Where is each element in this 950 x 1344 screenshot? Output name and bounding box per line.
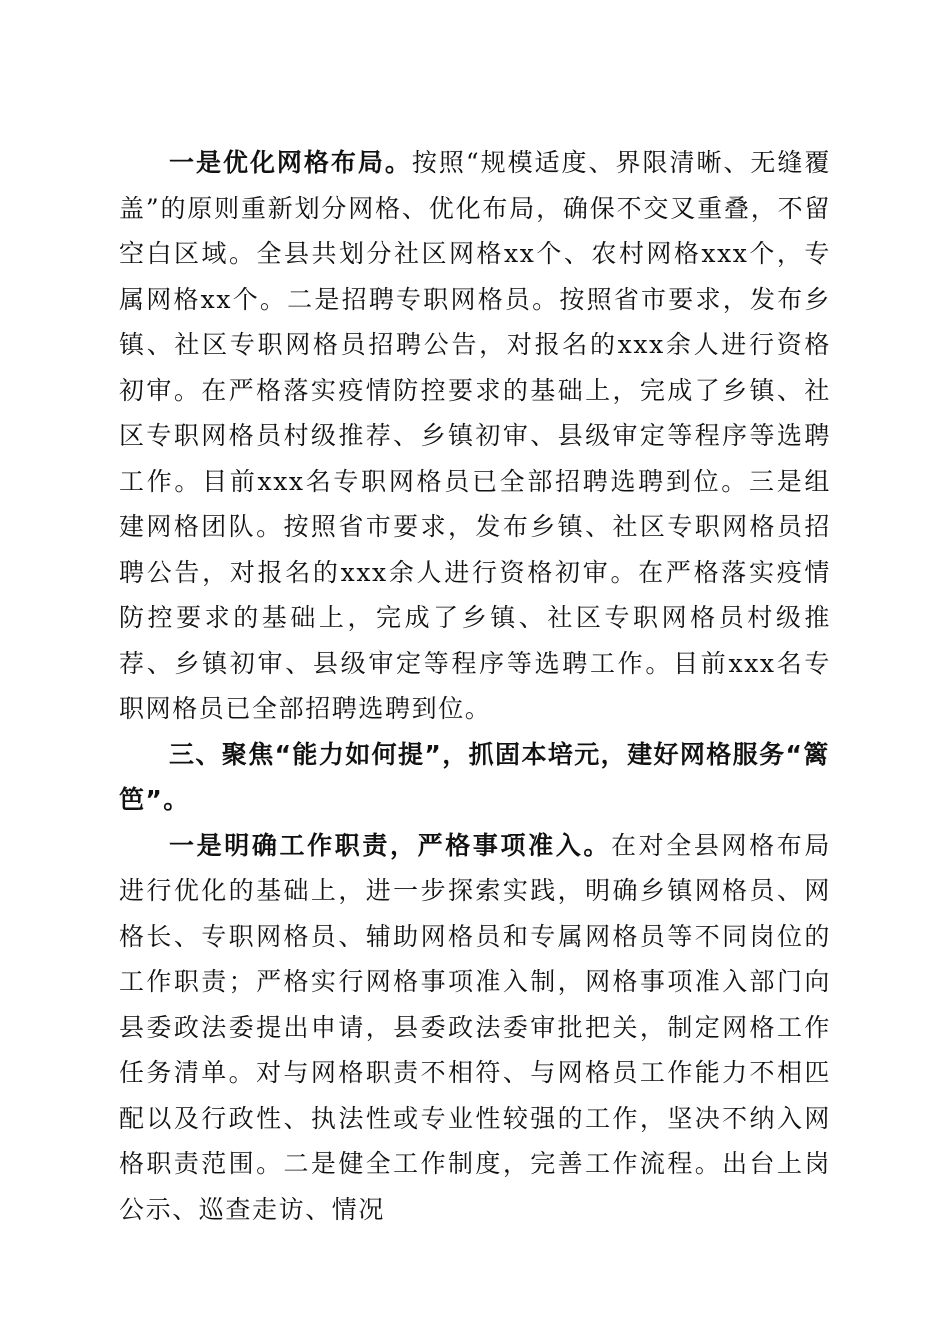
- paragraph-text: 按照“规模适度、界限清晰、无缝覆盖”的原则重新划分网格、优化布局，确保不交叉重叠，不留空白区域。全县共划分社区网格xx个、农村网格xxx个，专属网格xx个。二是招聘专职网格员。按照省市要求，发布乡镇、社区专职网格员招聘公告，对报名的xxx余人进行资格初审。在严格落实疫情防控要求的基础上，完成了乡镇、社区专职网格员村级推荐、乡镇初审、县级审定等程序等选聘工作。目前xxx名专职网格员已全部招聘选聘到位。三是组建网格团队。按照省市要求，发布乡镇、社区专职网格员招聘公告，对报名的xxx余人进行资格初审。在严格落实疫情防控要求的基础上，完成了乡镇、社区专职网格员村级推荐、乡镇初审、县级审定等程序等选聘工作。目前xxx名专职网格员已全部招聘选聘到位。: [119, 148, 831, 723]
- paragraph-grid-layout: [119, 140, 831, 732]
- paragraph-lead: 一是优化网格布局。: [169, 148, 412, 177]
- document-body: [119, 140, 831, 1232]
- paragraph-duties: [119, 823, 831, 1233]
- paragraph-lead: 一是明确工作职责，严格事项准入。: [169, 830, 612, 860]
- paragraph-text: 在对全县网格布局进行优化的基础上，进一步探索实践，明确乡镇网格员、网格长、专职网格员、辅助网格员和专属网格员等不同岗位的工作职责；严格实行网格事项准入制，网格事项准入部门向县委政法委提出申请，县委政法委审批把关，制定网格工作任务清单。对与网格职责不相符、与网格员工作能力不相匹配以及行政性、执法性或专业性较强的工作，坚决不纳入网格职责范围。二是健全工作制度，完善工作流程。出台上岗公示、巡查走访、情况: [119, 830, 831, 1224]
- section-heading: 三、聚焦“能力如何提”，抓固本培元，建好网格服务“篱笆”。: [119, 739, 830, 814]
